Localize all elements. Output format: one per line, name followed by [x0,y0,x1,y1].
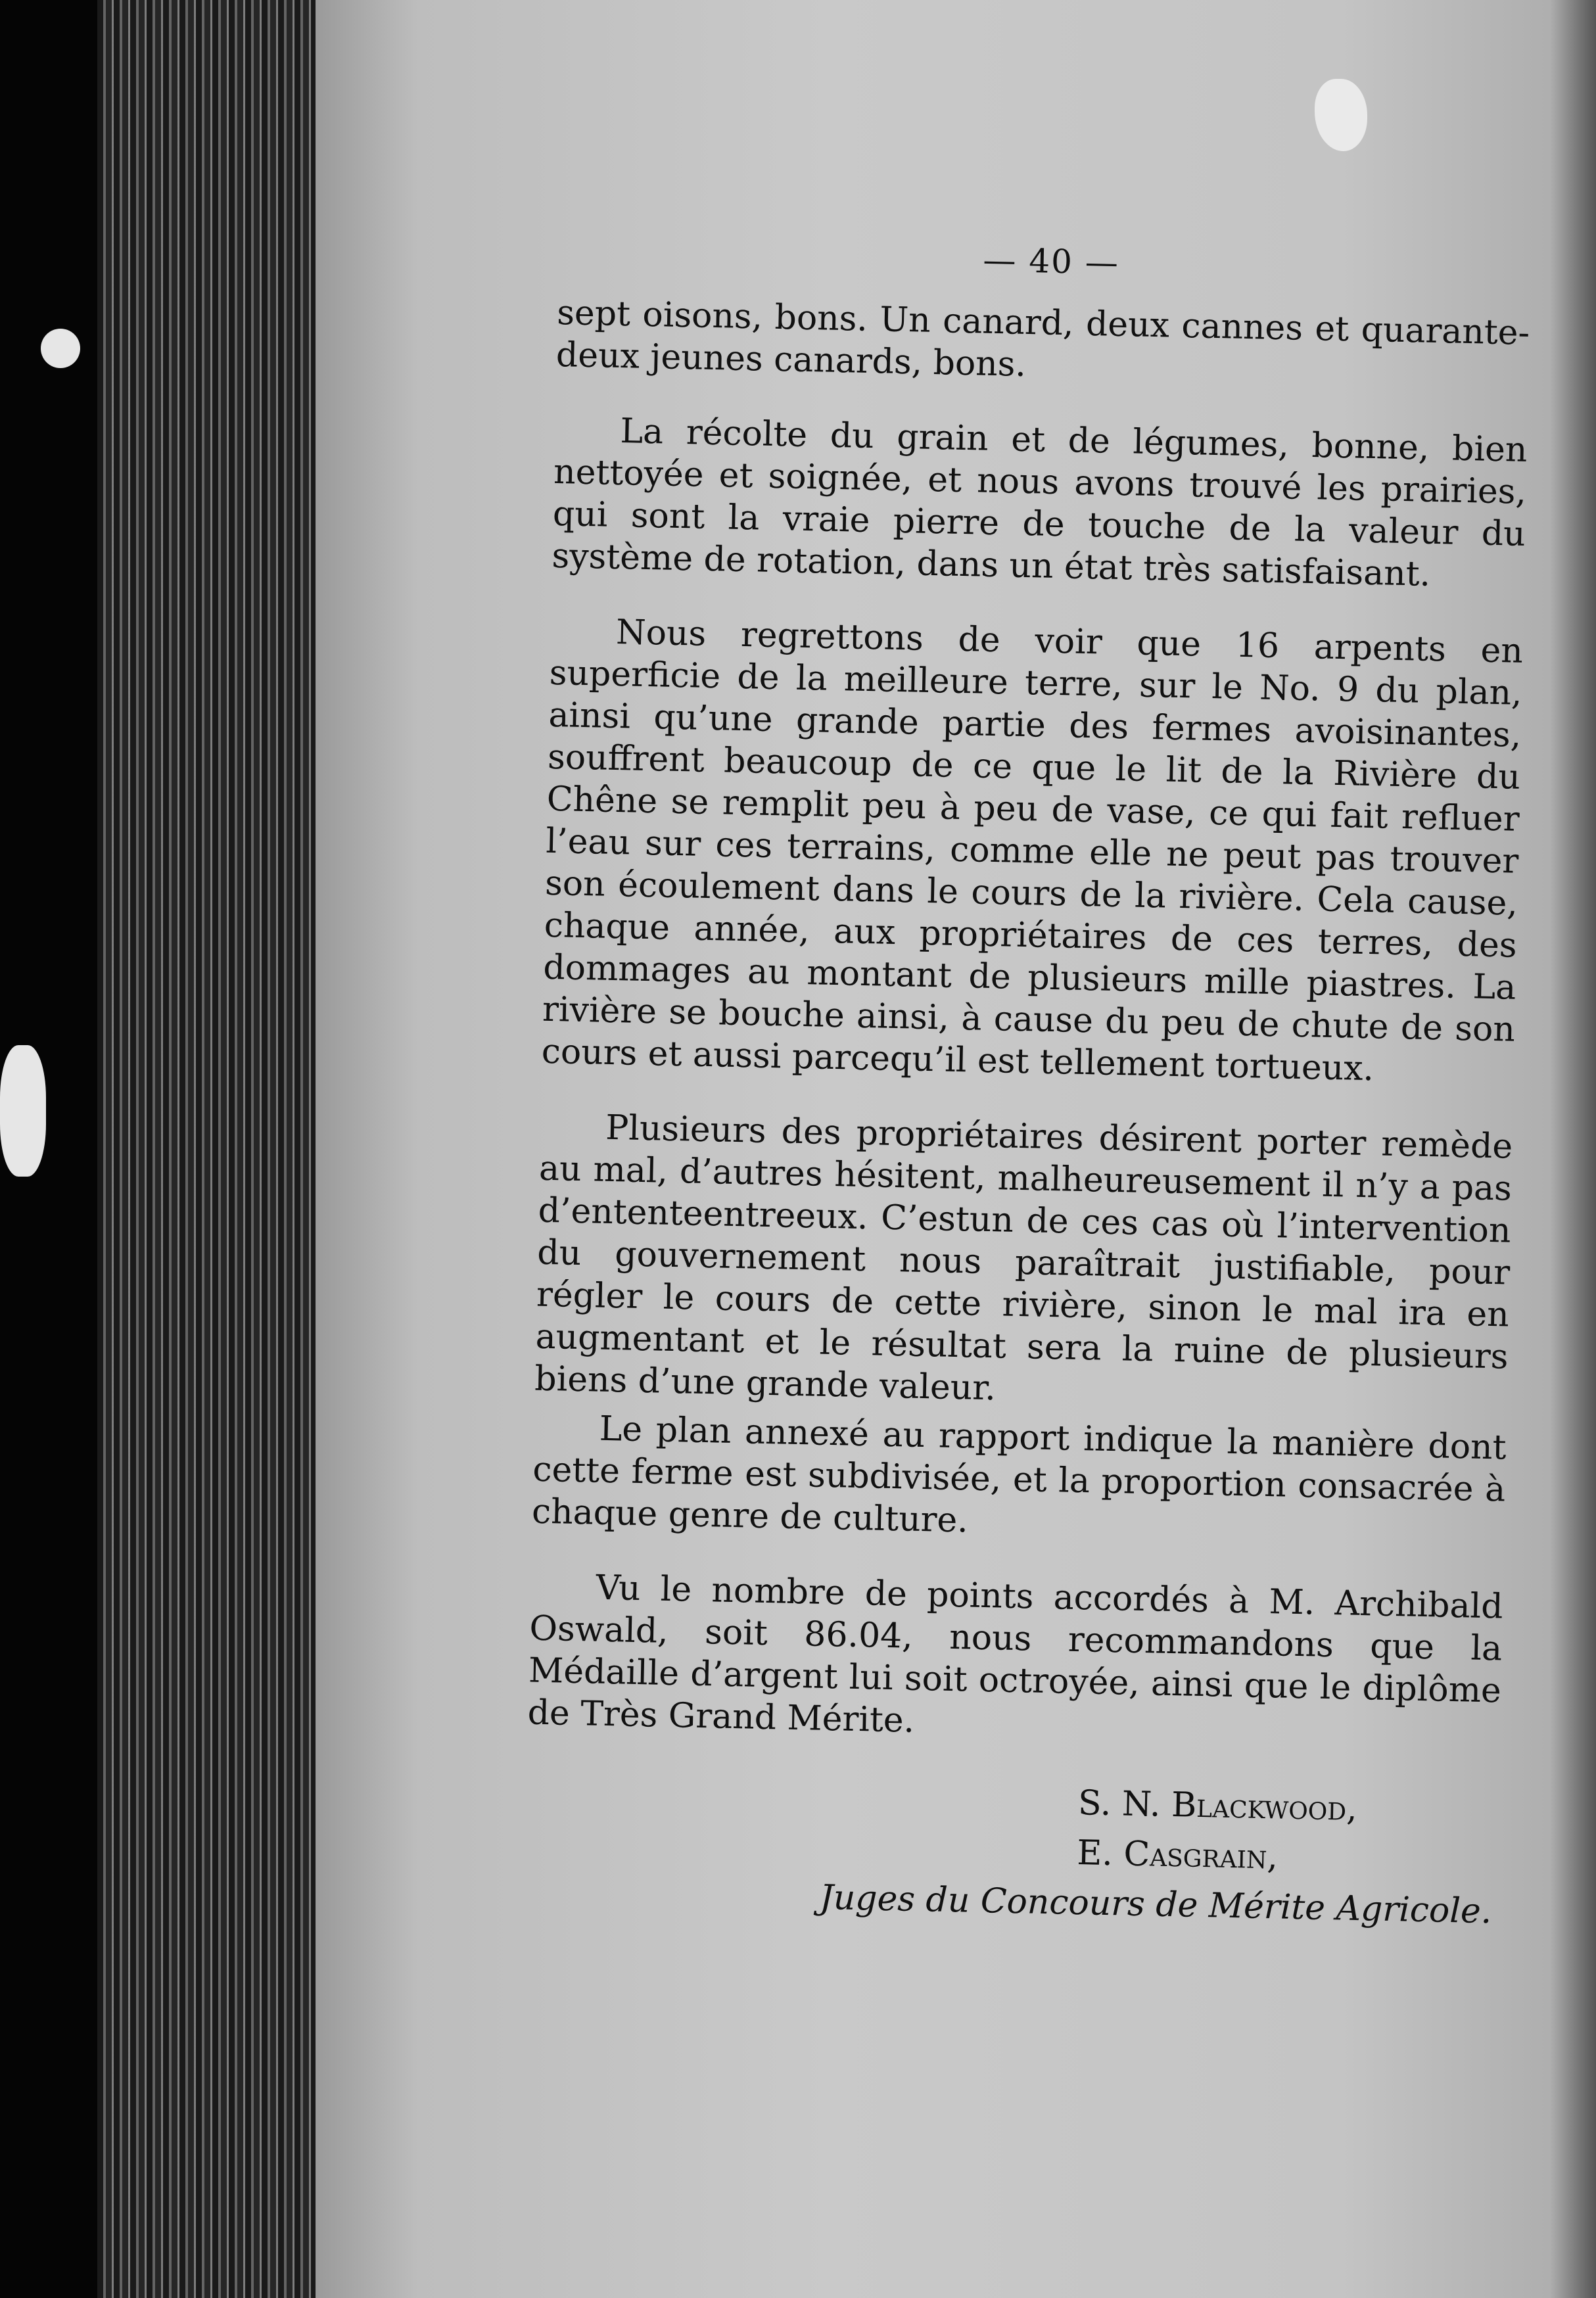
paragraph-3: Nous regrettons de voir que 16 arpents en superficie de la meilleure terre, sur le No. 9 du plan, ainsi qu’une grande partie des fermes avoisinantes, souffrent beaucoup de ce que le lit de la Rivière du Chêne se remplit peu à peu de vase, ce qui fait refluer l’eau sur ces terrains, comme elle ne peut pas trouver son écoulement dans le cours de la rivière. Cela cause, chaque année, aux propriétaires de ces terres, des dommages au montant de plusieurs mille piastres. La rivière se bouche ainsi, à cause du peu de chute de son cours et aussi parcequ’il est tellement tortueux. [541,612,1524,1089]
judges-title: Juges du Concours de Mérite Agricole. [819,1877,1492,1932]
page-shadow [1550,0,1596,2298]
paragraph-5: Le plan annexé au rapport indique la manière dont cette ferme est subdivisée, et la proportion consacrée à chaque genre de culture. [531,1409,1507,1541]
page-edges [97,0,334,2298]
margin-spot [0,1045,46,1177]
signatory-2: E. Casgrain, [1076,1833,1279,1877]
margin-spot [41,329,80,368]
signature-block [525,1766,1499,1887]
signatory-1: S. N. Blackwood, [1077,1783,1358,1829]
paragraph-4: Plusieurs des propriétaires désirent porter remède au mal, d’autres hésitent, malheureusement il n’y a pas d’ententeentreeux. C’estun de ces cas où l’intervention du gouvernement nous paraîtrait justifiable, pour régler le cours de cette rivière, sinon le mal ira en augmentant et le résultat sera la ruine de plusieurs biens d’une grande valeur. [534,1108,1513,1409]
paper-stain [1315,79,1367,151]
paragraph-2: La récolte du grain et de légumes, bonne, bien nettoyée et soignée, et nous avons trouvé les prairies, qui sont la vraie pierre de touche de la valeur du système de rotation, dans un état très satisfaisant. [551,411,1528,594]
paragraph-1: sept oisons, bons. Un canard, deux cannes et quarante-deux jeunes canards, bons. [555,293,1530,385]
page-content [523,230,1531,1933]
paragraph-6: Vu le nombre de points accordés à M. Archibald Oswald, soit 86.04, nous recommandons que la Médaille d’argent lui soit octroyée, ainsi que le diplôme de Très Grand Mérite. [527,1568,1504,1741]
page-number: — 40 — [982,241,1120,282]
